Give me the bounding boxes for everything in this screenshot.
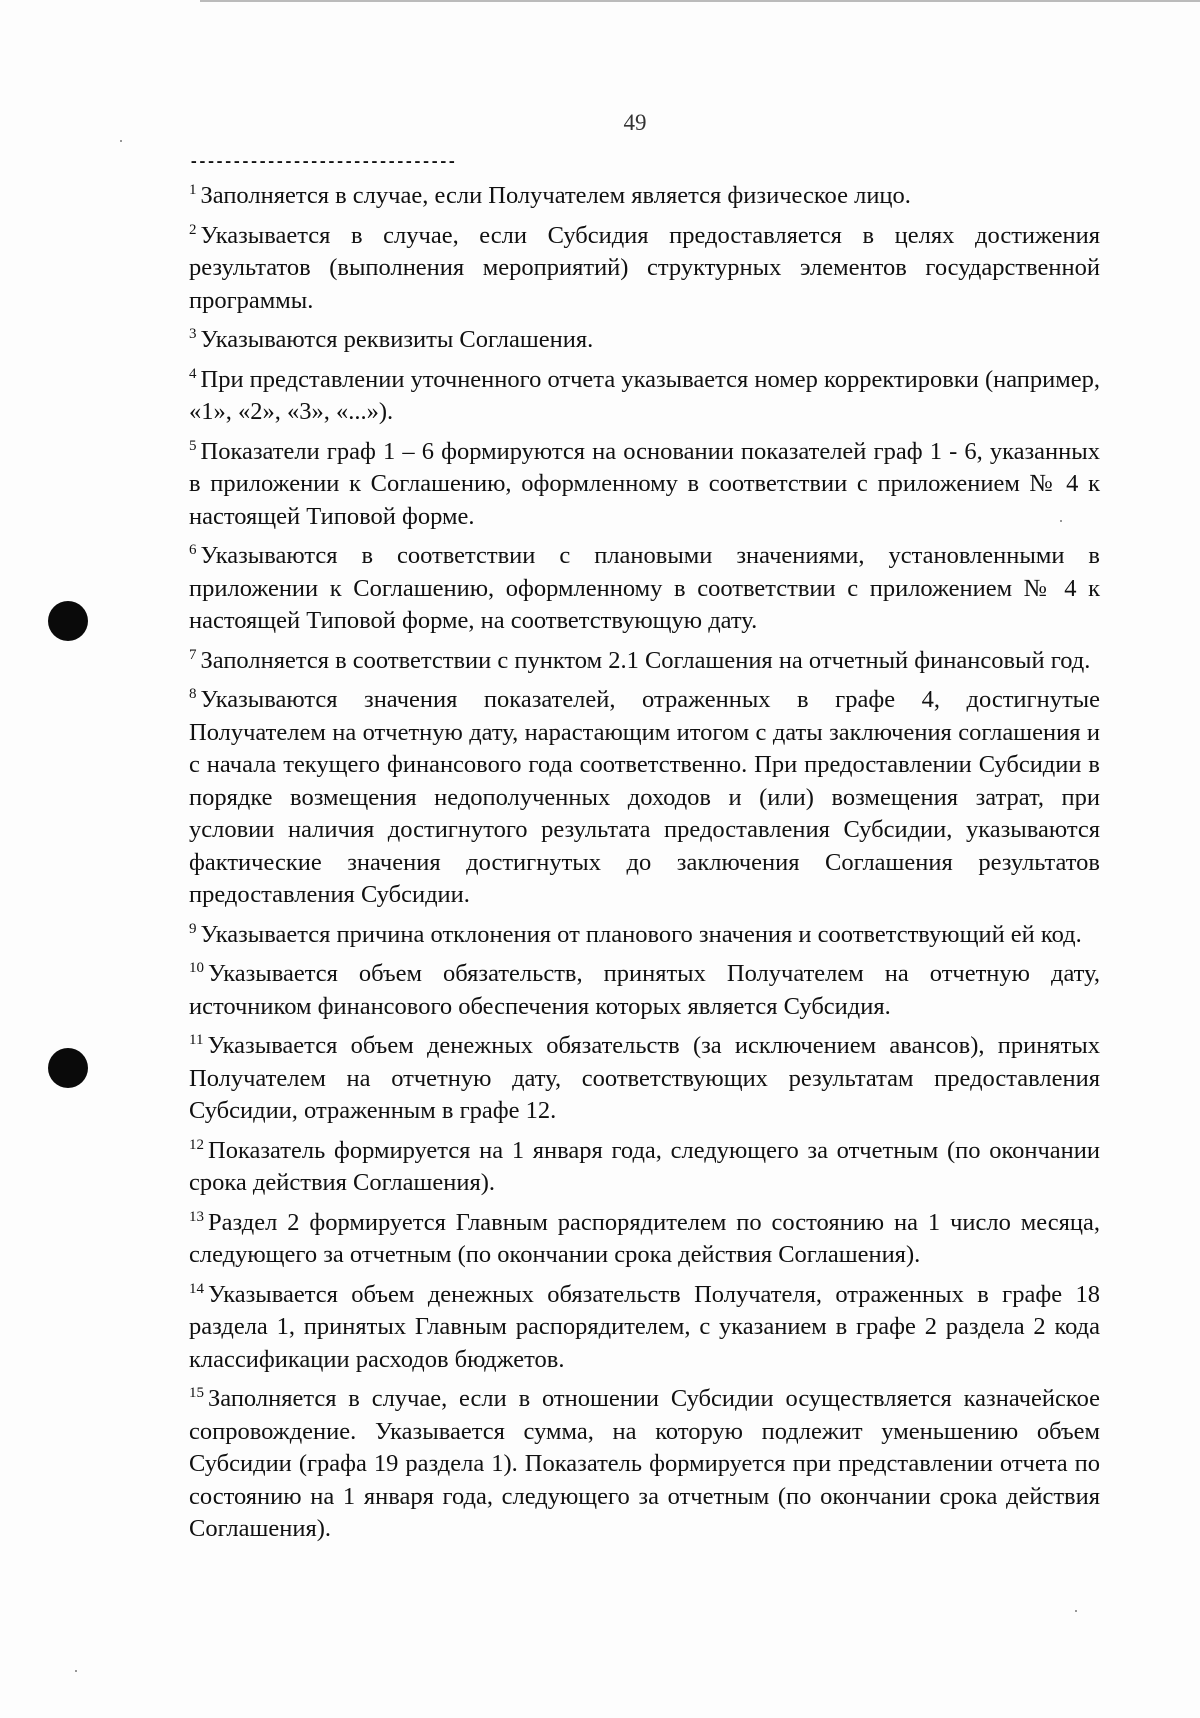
footnote-text: Раздел 2 формируется Главным распорядителем по состоянию на 1 число месяца, следующего за отчетным (по окончании срока действия Соглашения).	[189, 1208, 1100, 1268]
footnote-1	[189, 180, 1100, 213]
footnote-number: 3	[189, 326, 197, 342]
footnote-text: Указывается объем денежных обязательств (за исключением авансов), принятых Получателем на отчетную дату, соответствующих результатам предоставления Субсидии, отраженным в графе 12.	[189, 1032, 1100, 1124]
footnote-text: Указывается объем денежных обязательств Получателя, отраженных в графе 18 раздела 1, принятых Главным распорядителем, с указанием в графе 2 раздела 2 кода классификации расходов бюджетов.	[189, 1280, 1100, 1373]
footnote-text: Показатели граф 1 – 6 формируются на основании показателей граф 1 - 6, указанных в приложении к Соглашению, оформленному в соответствии с приложением № 4 к настоящей Типовой форме.	[189, 437, 1100, 530]
footnote-number: 10	[189, 960, 204, 976]
footnote-2	[189, 220, 1100, 318]
footnote-6	[189, 540, 1100, 638]
footnotes-list	[189, 180, 1100, 1553]
footnote-number: 13	[189, 1208, 204, 1225]
footnote-text: При представлении уточненного отчета указывается номер корректировки (например, «1», «2», «3», «...»).	[189, 365, 1100, 425]
footnote-number: 5	[189, 437, 197, 454]
punch-hole-icon	[48, 601, 88, 641]
footnote-text: Указывается объем обязательств, принятых Получателем на отчетную дату, источником финансового обеспечения которых является Субсидия.	[189, 960, 1100, 1020]
footnote-text: Указываются реквизиты Соглашения.	[200, 326, 594, 353]
footnote-number: 11	[189, 1032, 204, 1048]
footnote-number: 12	[189, 1136, 204, 1153]
scan-speck	[120, 140, 122, 142]
footnote-number: 7	[189, 646, 197, 663]
page-number: 49	[623, 110, 647, 135]
footnote-number: 1	[189, 182, 197, 198]
scan-speck	[1060, 520, 1062, 522]
footnote-14	[189, 1279, 1100, 1377]
footnote-10	[189, 958, 1100, 1023]
footnote-separator: -------------------------------	[189, 153, 456, 171]
footnote-3	[189, 324, 1100, 357]
footnote-number: 4	[189, 365, 197, 382]
footnote-number: 15	[189, 1385, 204, 1401]
footnote-number: 2	[189, 221, 197, 238]
scan-speck	[75, 1670, 77, 1672]
footnote-15	[189, 1383, 1100, 1546]
footnote-13	[189, 1207, 1100, 1272]
footnote-text: Указываются в соответствии с плановыми значениями, установленными в приложении к Соглашению, оформленному в соответствии с приложением № 4 к настоящей Типовой форме, на соответствующую дату.	[189, 542, 1100, 634]
footnote-5	[189, 436, 1100, 534]
footnote-number: 9	[189, 920, 197, 937]
footnote-text: Заполняется в случае, если Получателем является физическое лицо.	[200, 182, 911, 209]
footnote-text: Указывается в случае, если Субсидия предоставляется в целях достижения результатов (выполнения мероприятий) структурных элементов государственной программы.	[189, 221, 1100, 314]
footnote-text: Указывается причина отклонения от планового значения и соответствующий ей код.	[200, 920, 1082, 948]
footnote-11	[189, 1030, 1100, 1128]
footnote-4	[189, 364, 1100, 429]
footnote-9	[189, 919, 1100, 952]
footnote-number: 6	[189, 542, 197, 558]
footnote-8	[189, 684, 1100, 912]
footnote-7	[189, 645, 1100, 678]
footnote-text: Показатель формируется на 1 января года, следующего за отчетным (по окончании срока действия Соглашения).	[189, 1136, 1100, 1196]
footnote-12	[189, 1135, 1100, 1200]
footnote-text: Указываются значения показателей, отраженных в графе 4, достигнутые Получателем на отчетную дату, нарастающим итогом с даты заключения соглашения и с начала текущего финансового года соответственно. При предоставлении Субсидии в порядке возмещения недополученных доходов и (или) возмещения затрат, при условии наличия достигнутого результата предоставления Субсидии, указываются фактические значения достигнутых до заключения Соглашения результатов предоставления Субсидии.	[189, 686, 1100, 908]
footnote-number: 8	[189, 686, 197, 702]
punch-hole-icon	[48, 1048, 88, 1088]
scan-speck	[1075, 1610, 1077, 1612]
scan-top-edge	[200, 0, 1200, 2]
footnote-text: Заполняется в случае, если в отношении Субсидии осуществляется казначейское сопровождение. Указывается сумма, на которую подлежит уменьшению объем Субсидии (графа 19 раздела 1). Показатель формируется при представлении отчета по состоянию на 1 января года, следующего за отчетным (по окончании срока действия Соглашения).	[189, 1385, 1100, 1542]
footnote-text: Заполняется в соответствии с пунктом 2.1 Соглашения на отчетный финансовый год.	[200, 646, 1091, 674]
footnote-number: 14	[189, 1280, 204, 1297]
